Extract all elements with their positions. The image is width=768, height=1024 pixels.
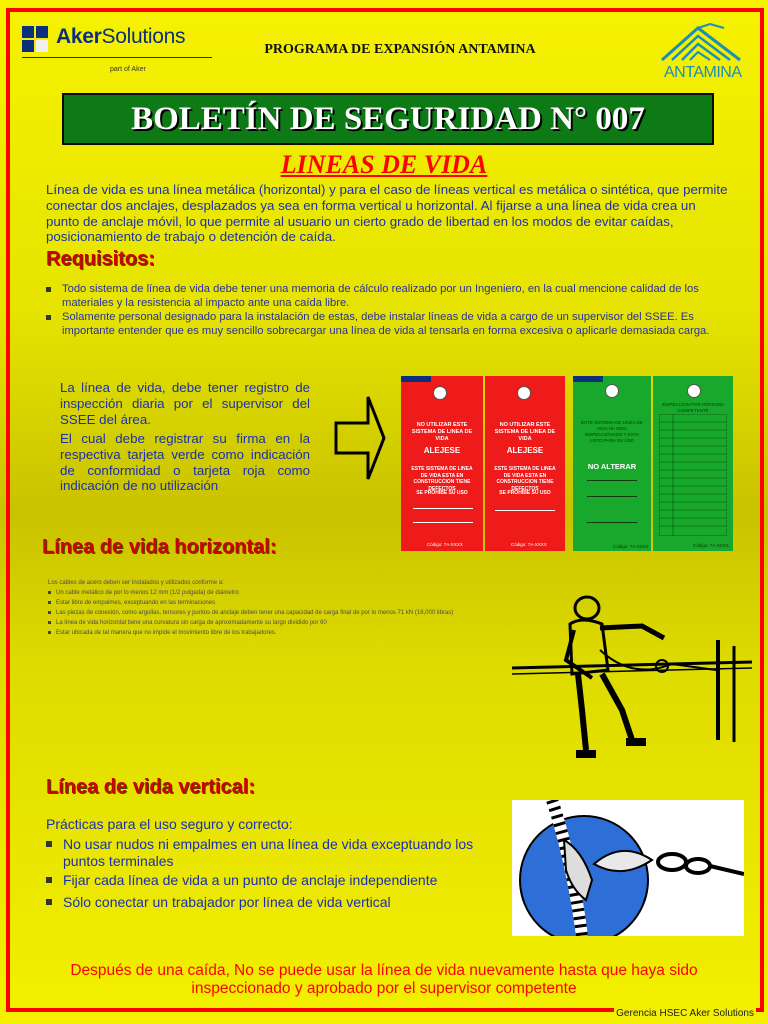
requisito-item: Todo sistema de línea de vida debe tener una memoria de cálculo realizado por un Ingeniero, en la cual mencione calidad de los materiales y la resistencia al impacto ante una caída libre. xyxy=(46,283,736,310)
rope-grab-illustration xyxy=(512,800,744,936)
horizontal-heading: Línea de vida horizontal: xyxy=(42,536,277,558)
footer-credit: Gerencia HSEC Aker Solutions xyxy=(616,1008,754,1019)
tag-hole-icon xyxy=(605,384,619,398)
green-tag-back: INSPECCION POR PERSONA COMPETENTE Código: 7A-XXXX xyxy=(653,376,733,551)
worker-horizontal-lifeline-illustration xyxy=(512,590,752,770)
vertical-heading: Línea de vida vertical: xyxy=(46,776,255,798)
inspection-grid xyxy=(659,414,727,536)
partner-name: ANTAMINA xyxy=(664,64,742,81)
vertical-item: Fijar cada línea de vida a un punto de anclaje independiente xyxy=(46,872,486,889)
antamina-logo xyxy=(658,20,744,92)
bullet-icon xyxy=(46,287,51,292)
aker-mark-icon xyxy=(22,26,48,52)
list-item: Las piezas de conexión, como argollas, tensores y puntos de anclaje deben tener una capacidad de carga final de por lo menos 71 kN (16,000 libras) xyxy=(48,608,518,618)
bullet-icon xyxy=(46,841,52,847)
list-item: La línea de vida horizontal tiene una curvatura sin carga de aproximadamente su largo dividido por 60 xyxy=(48,618,518,628)
aker-mark-icon xyxy=(401,376,431,382)
right-arrow-icon xyxy=(334,393,386,483)
tag-hole-icon xyxy=(687,384,701,398)
list-item: Un cable metálico de por lo menos 12 mm (1/2 pulgada) de diámetro xyxy=(48,588,518,598)
bullet-icon xyxy=(46,315,51,320)
bullet-icon xyxy=(46,899,52,905)
tag-hole-icon xyxy=(517,386,531,400)
tag-hole-icon xyxy=(433,386,447,400)
company-tagline: part of Aker xyxy=(110,66,146,73)
vertical-intro: Prácticas para el uso seguro y correcto: xyxy=(46,816,293,832)
green-tag-front: ESTE SISTEMA DE LINEA DE VIDA HA SIDO INSPECCIONADO Y ESTA LISTO PARA SU USO NO ALTERAR Código: 7A-XXXX xyxy=(573,376,651,551)
title-banner xyxy=(62,93,714,145)
aker-mark-icon xyxy=(573,376,603,382)
company-name: AkerSolutions xyxy=(56,25,186,48)
intro-paragraph: Línea de vida es una línea metálica (horizontal) y para el caso de líneas vertical es metálica o sintética, que permite conectar dos anclajes, desplazados ya sea en forma vertical u horizontal. Al fijarse a una línea de vida crea un punto de anclaje móvil, lo que permite al usuario un cierto grado de libertad en los modos de evitar caídas, posicionamiento de trabajo o detención de caída. xyxy=(46,182,728,245)
vertical-item: No usar nudos ni empalmes en una línea de vida exceptuando los puntos terminales xyxy=(46,836,486,870)
requisitos-heading: Requisitos: xyxy=(46,248,155,270)
bullet-icon xyxy=(46,877,52,883)
program-title: PROGRAMA DE EXPANSIÓN ANTAMINA xyxy=(264,42,536,57)
requisito-item: Solamente personal designado para la instalación de estas, debe instalar líneas de vida a cargo de un supervisor del SSEE. Es importante entender que es muy sencillo sobrecargar una línea de vida al tensarla en forma excesiva o aplicarle demasiada carga. xyxy=(46,311,736,338)
bulletin-title: BOLETÍN DE SEGURIDAD N° 007 xyxy=(131,100,645,137)
subtitle: LINEAS DE VIDA xyxy=(280,150,488,179)
red-tag-back: NO UTILIZAR ESTE SISTEMA DE LINEA DE VIDA ALEJESE ESTE SISTEMA DE LINEA DE VIDA ESTA EN CONSTRUCCION TIENE DEFECTOS SE PROHIBE SU USO Código: 7A-XXXX xyxy=(485,376,565,551)
registro-paragraph: La línea de vida, debe tener registro de inspección diaria por el supervisor del SSEE del área. xyxy=(60,380,310,427)
list-item: Estar libre de empalmes, exceptuando en las terminaciones xyxy=(48,598,518,608)
vertical-item: Sólo conectar un trabajador por línea de vida vertical xyxy=(46,894,486,911)
rope-grab-icon xyxy=(512,800,744,936)
list-item: Estar ubicada de tal manera que no impide el movimiento libre de los trabajadores. xyxy=(48,628,518,638)
registro-paragraph: El cual debe registrar su firma en la respectiva tarjeta verde como indicación de conformidad o tarjeta roja como indicación de no utilización xyxy=(60,431,310,494)
antamina-mountain-icon xyxy=(658,20,744,66)
horizontal-requirements: Los cables de acero deben ser Instalados y utilizados conforme a: Un cable metálico de por lo menos 12 mm (1/2 pulgada) de diámetro Estar libre de empalmes, exceptuando en las terminaciones Las piezas de conexión, como argollas, tensores y puntos de anclaje deben tener una capacidad de carga final de por lo menos 71 kN (16,000 libras) La línea de vida horizontal tiene una curvatura sin carga de aproximadamente su largo dividido por 60 Estar ubicada de tal manera que no impide el movimiento libre de los trabajadores. xyxy=(48,578,518,638)
final-note: Después de una caída, No se puede usar la línea de vida nuevamente hasta que haya sido inspeccionado y aprobado por el supervisor competente xyxy=(70,962,698,997)
red-tag-front: NO UTILIZAR ESTE SISTEMA DE LINEA DE VIDA ALEJESE ESTE SISTEMA DE LINEA DE VIDA ESTA EN CONSTRUCCION TIENE DEFECTOS SE PROHIBE SU USO Código: 7A-XXXX xyxy=(401,376,483,551)
